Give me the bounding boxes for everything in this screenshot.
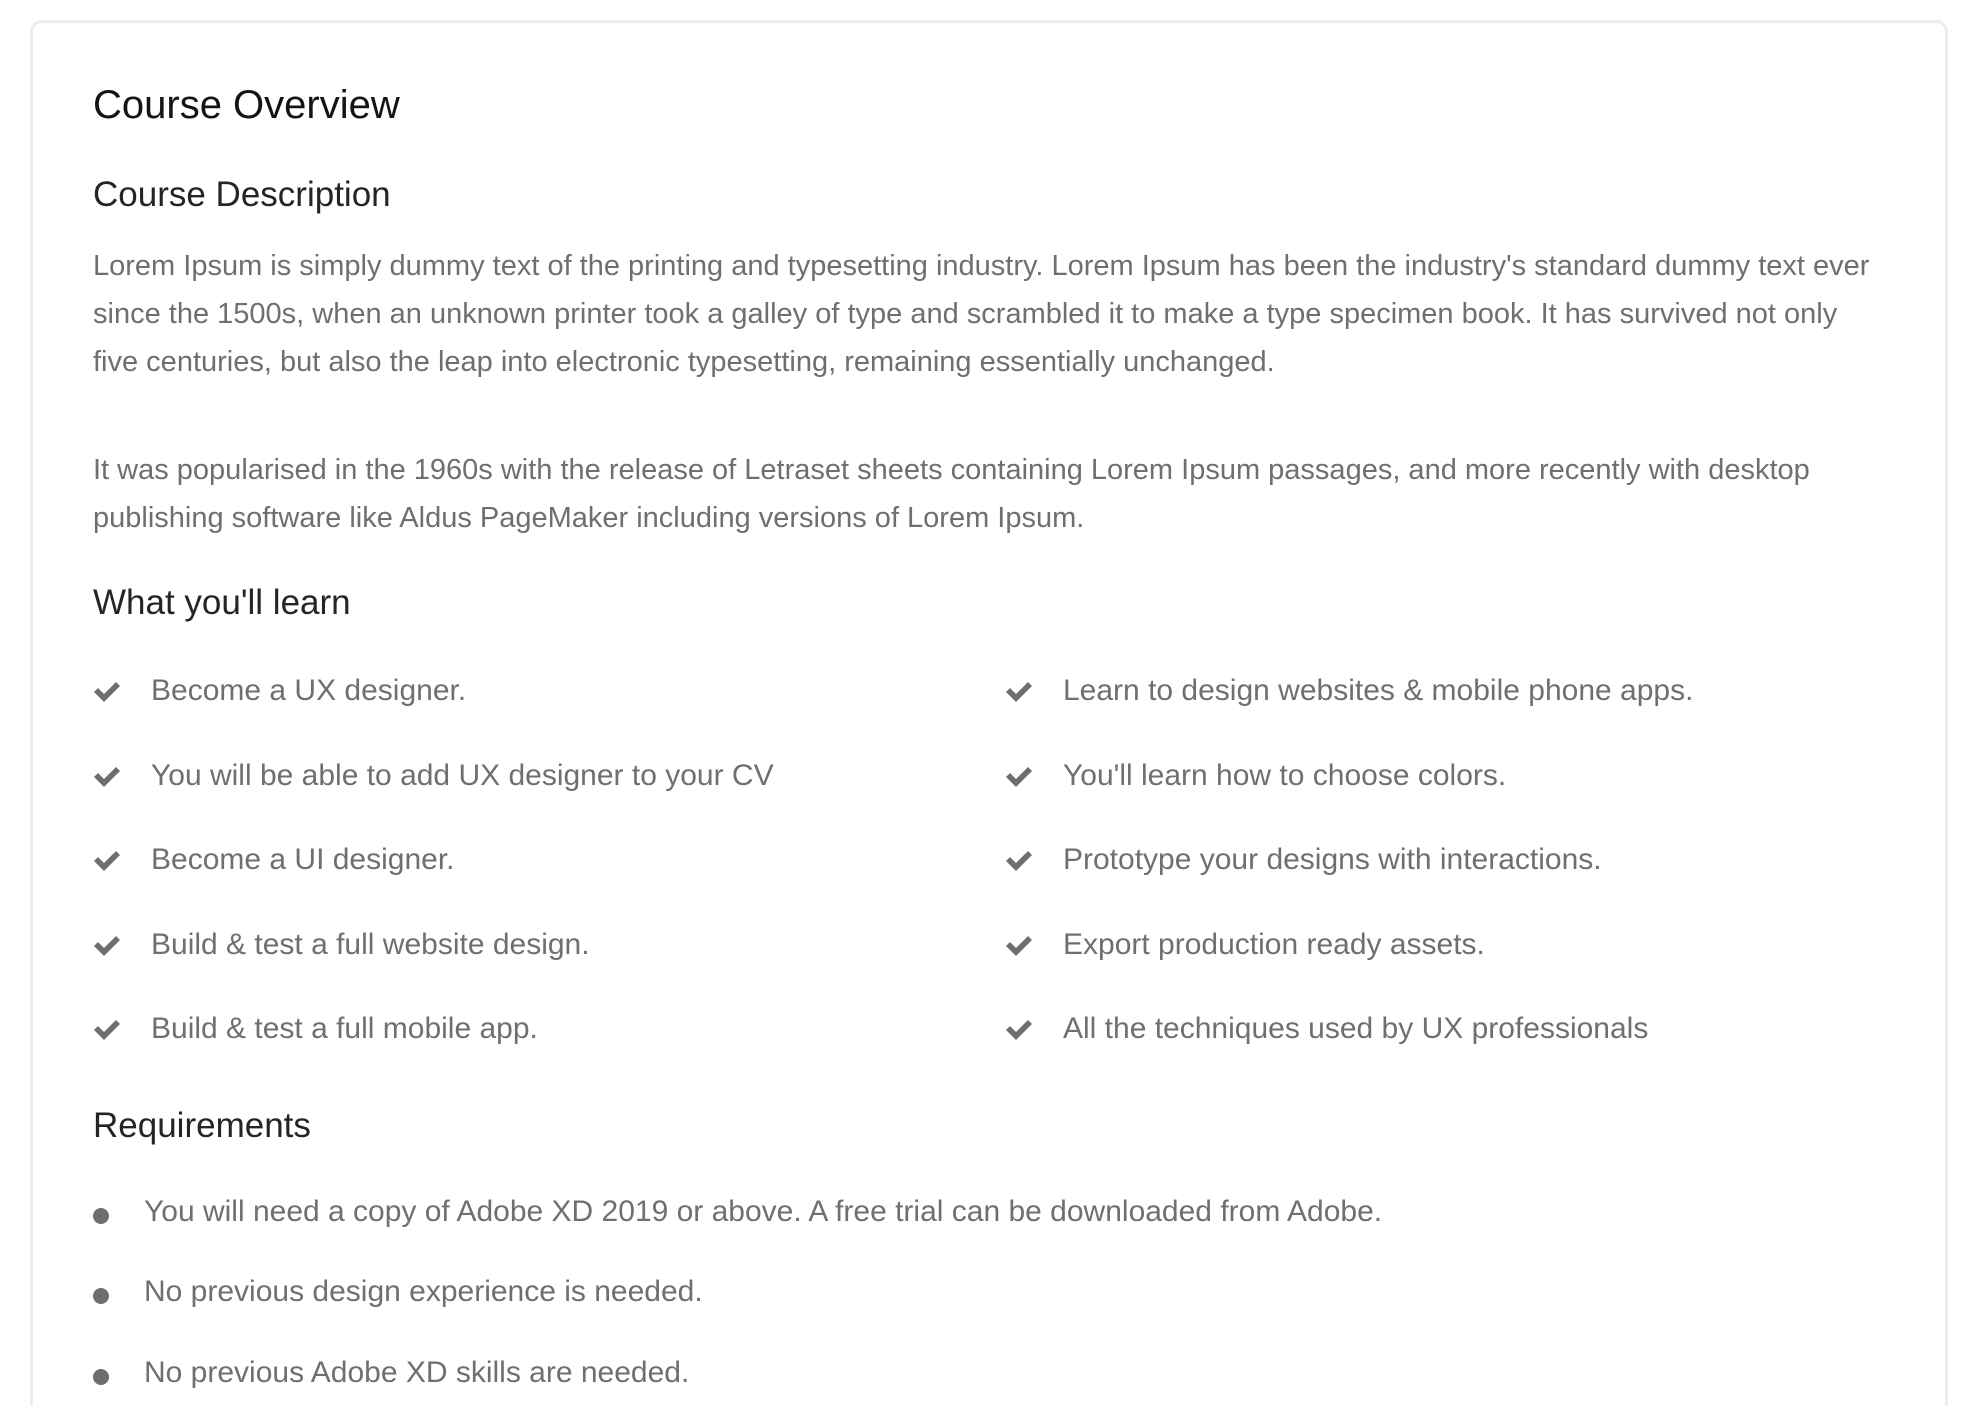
- requirement-item: [93, 1188, 1382, 1236]
- what-youll-learn-heading: What you'll learn: [93, 583, 351, 622]
- learn-item-text: Build & test a full website design.: [151, 928, 590, 961]
- check-icon: [1005, 933, 1033, 957]
- bullet-icon: [93, 1369, 109, 1385]
- check-icon: [93, 764, 121, 788]
- check-icon: [1005, 679, 1033, 703]
- learn-item: [1005, 836, 1602, 884]
- check-icon: [1005, 848, 1033, 872]
- learn-item-text: All the techniques used by UX professionals: [1063, 1012, 1649, 1045]
- course-description-paragraph: Lorem Ipsum is simply dummy text of the printing and typesetting industry. Lorem Ipsum has been the industry's standard dummy text ever since the 1500s, when an unknown printer took a galley of type and scrambled it to make a type specimen book. It has survived not only five centuries, but also the leap into electronic typesetting, remaining essentially unchanged.: [93, 250, 1870, 378]
- requirement-text: No previous Adobe XD skills are needed.: [144, 1356, 690, 1389]
- page-title: Course Overview: [93, 83, 400, 127]
- requirement-item: [93, 1349, 689, 1397]
- requirement-text: You will need a copy of Adobe XD 2019 or above. A free trial can be downloaded from Adobe.: [144, 1195, 1383, 1228]
- bullet-icon: [93, 1208, 109, 1224]
- learn-item-text: Learn to design websites & mobile phone apps.: [1063, 674, 1694, 707]
- learn-item: [1005, 921, 1485, 969]
- learn-item: [1005, 667, 1693, 715]
- requirements-heading: Requirements: [93, 1106, 311, 1145]
- course-description-heading: Course Description: [93, 175, 391, 214]
- check-icon: [93, 1017, 121, 1041]
- learn-item-text: Export production ready assets.: [1063, 928, 1485, 961]
- learn-item-text: Become a UX designer.: [151, 674, 467, 707]
- check-icon: [1005, 764, 1033, 788]
- learn-item-text: Become a UI designer.: [151, 843, 455, 876]
- learn-item: [1005, 752, 1506, 800]
- bullet-icon: [93, 1288, 109, 1304]
- learn-item-text: Build & test a full mobile app.: [151, 1012, 538, 1045]
- requirement-text: No previous design experience is needed.: [144, 1275, 703, 1308]
- check-icon: [93, 679, 121, 703]
- course-description-paragraph: It was popularised in the 1960s with the release of Letraset sheets containing Lorem Ipsum passages, and more recently with desktop publishing software like Aldus PageMaker including versions of Lorem Ipsum.: [93, 454, 1810, 534]
- learn-item: [1005, 1005, 1648, 1053]
- learn-item: [93, 1005, 538, 1053]
- learn-item-text: You will be able to add UX designer to your CV: [151, 759, 774, 792]
- requirement-item: [93, 1268, 703, 1316]
- check-icon: [93, 933, 121, 957]
- learn-item: [93, 921, 590, 969]
- learn-item-text: You'll learn how to choose colors.: [1063, 759, 1507, 792]
- check-icon: [1005, 1017, 1033, 1041]
- check-icon: [93, 848, 121, 872]
- learn-item: [93, 667, 466, 715]
- learn-item-text: Prototype your designs with interactions.: [1063, 843, 1602, 876]
- learn-item: [93, 752, 774, 800]
- learn-item: [93, 836, 455, 884]
